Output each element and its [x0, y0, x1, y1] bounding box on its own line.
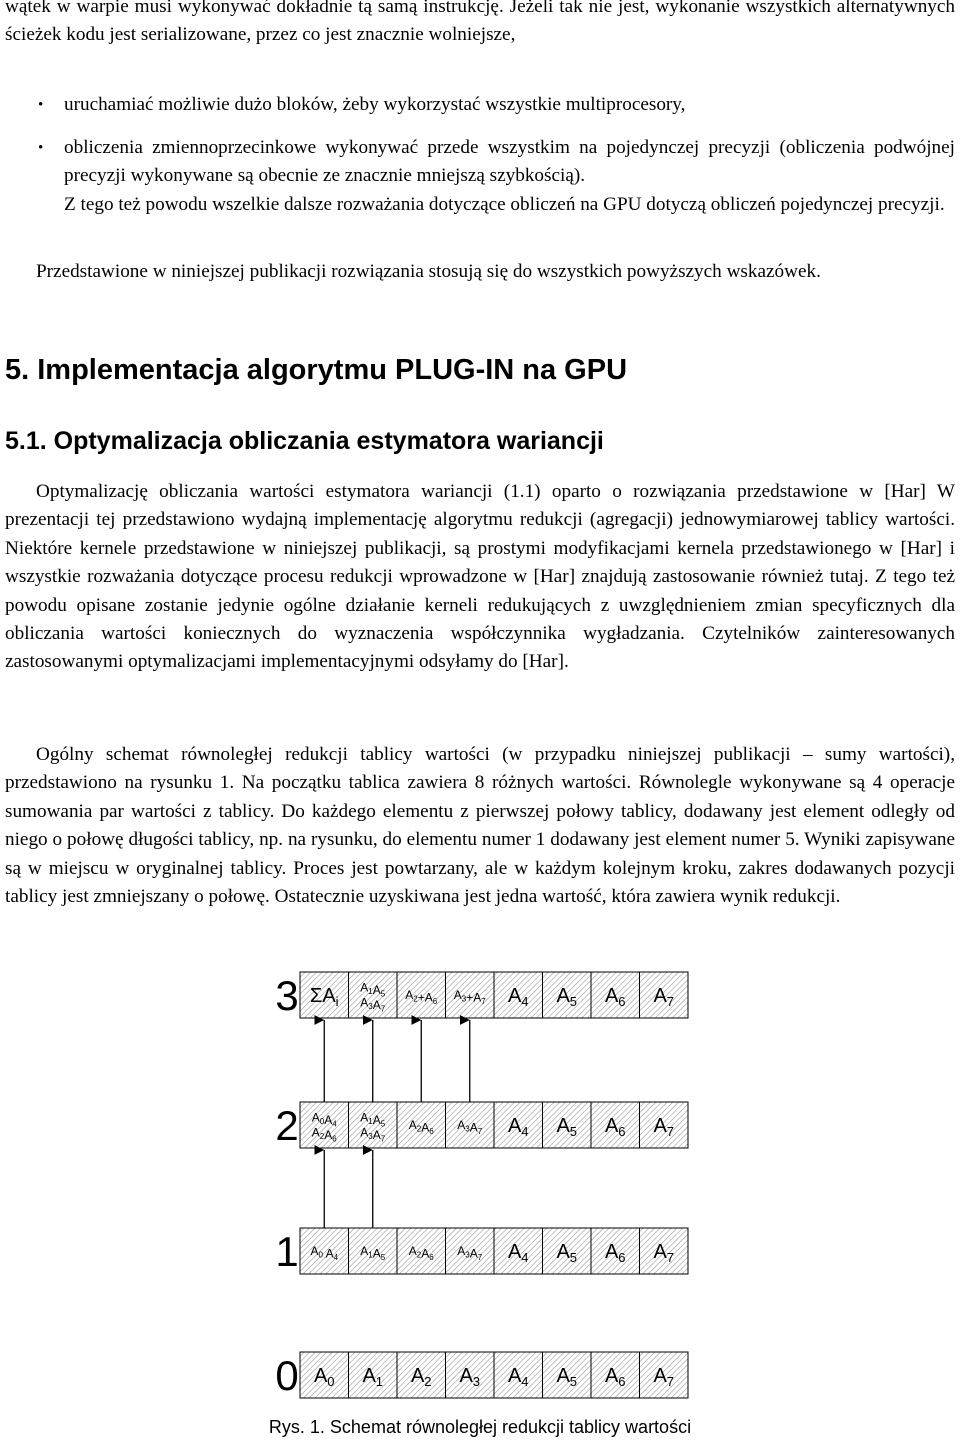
array-cell-label: $A_4$	[507, 1115, 529, 1139]
array-cell-label: $A_6$	[604, 1365, 626, 1389]
array-cell-label: $A_4$	[507, 985, 529, 1009]
paragraph-optimization: Optymalizację obliczania wartości estymatora wariancji (1.1) oparto o rozwiązania przedstawione w [Har] W prezentacji tej przedstawiono wydajną implementację algorytmu redukcji (agregacji) jednowymiarowej tablicy wartości. Niektóre kernele przedstawione w niniejszej publikacji, są prostymi modyfikacjami kernela przedstawionego w [Har] i wszystkie rozważania dotyczące procesu redukcji wprowadzone w [Har] znajdują zastosowanie również tutaj. Z tego też powodu opisane zostanie jedynie ogólne działanie kerneli redukujących z uwzględnieniem zmian specyficznych dla obliczania wartości koniecznych do wyznaczenia współczynnika wygładzania. Czytelników zainteresowanych zastosowanymi optymalizacjami implementacyjnymi odsyłamy do [Har].	[5, 481, 955, 673]
figure-caption: Rys. 1. Schemat równoległej redukcji tablicy wartości	[268, 1417, 692, 1437]
array-cell-label: $A_3A_7$	[360, 995, 386, 1014]
array-cell-label: $A_2$	[410, 1365, 432, 1389]
array-cell-label: $A_0A_4$	[311, 1110, 337, 1129]
step-label: 1	[275, 1228, 299, 1275]
paragraph-warp-continuation: wątek w warpie musi wykonywać dokładnie tą samą instrukcję. Jeżeli tak nie jest, wykonanie wszystkich alternatywnych ścieżek kodu jest serializowane, przez co jest znacznie wolniejsze,	[5, 0, 955, 46]
bullet-multiprocessors: uruchamiać możliwie dużo bloków, żeby wykorzystać wszystkie multiprocesory,	[64, 94, 686, 115]
array-cell-label: $A_0$	[313, 1365, 335, 1389]
array-cell-label: $A_7$	[653, 985, 675, 1009]
array-cell-label: $A_2+A_6$	[405, 988, 438, 1006]
section-heading: 5. Implementacja algorytmu PLUG-IN na GPU	[5, 354, 628, 386]
paragraph-summary: Przedstawione w niniejszej publikacji rozwiązania stosują się do wszystkich powyższych wskazówek.	[36, 261, 821, 282]
paragraph-reduction-scheme: Ogólny schemat równoległej redukcji tablicy wartości (w przypadku niniejszej publikacji – sumy wartości), przedstawiono na rysunku 1. Na początku tablica zawiera 8 różnych wartości. Równolegle wykonywane są 4 operacje sumowania par wartości z tablicy. Do każdego elementu z pierwszej połowy tablicy, dodawany jest element odległy od niego o połowę długości tablicy, np. na rysunku, do elementu numer 1 dodawany jest element numer 5. Wyniki zapisywane są w miejscu w oryginalnej tablicy. Proces jest powtarzany, ale w każdym kolejnym kroku, zakres dodawanych pozycji tablicy jest zmniejszany o połowę. Ostatecznie uzyskiwana jest jedna wartość, która zawiera wynik redukcji.	[5, 744, 955, 908]
array-cell-label: $A_7$	[653, 1115, 675, 1139]
bullet-single-precision-continuation: Z tego też powodu wszelkie dalsze rozważania dotyczące obliczeń na GPU dotyczą obliczeń pojedynczej precyzji.	[64, 194, 945, 215]
array-cell-label: $A_6$	[604, 985, 626, 1009]
array-cell-label: $A_2A_6$	[311, 1125, 337, 1144]
step-label: 2	[275, 1102, 299, 1149]
array-cell-label: $A_7$	[653, 1241, 675, 1265]
reduction-figure	[0, 960, 960, 1412]
array-cell-label: $A_6$	[604, 1115, 626, 1139]
array-cell-label: $A_5$	[556, 985, 578, 1009]
step-label: 3	[275, 972, 299, 1019]
array-cell-label: $A_5$	[556, 1365, 578, 1389]
array-cell-label: $\Sigma A_i$	[309, 985, 339, 1009]
bullet-single-precision: obliczenia zmiennoprzecinkowe wykonywać przede wszystkim na pojedynczej precyzji (obliczenia podwójnej precyzji wykonywane są obecnie ze znacznie mniejszą szybkością).	[64, 137, 955, 187]
array-cell-label: $A_4$	[507, 1365, 529, 1389]
array-cell-label: $A_6$	[604, 1241, 626, 1265]
array-cell-label: $A_1A_5$	[360, 1244, 386, 1262]
array-cell-label: $A_1A_5$	[360, 1110, 386, 1129]
array-cell-label: $A_4$	[507, 1241, 529, 1265]
array-cell-label: $A_3+A_7$	[453, 988, 486, 1006]
array-cell-label: $A_1$	[362, 1365, 384, 1389]
array-cell-label: $A_2A_6$	[408, 1118, 434, 1136]
subsection-heading: 5.1. Optymalizacja obliczania estymatora wariancji	[5, 427, 604, 455]
array-cell-label: $A_7$	[653, 1365, 675, 1389]
array-cell-label: $A_3$	[459, 1365, 481, 1389]
array-cell-label: $A_5$	[556, 1241, 578, 1265]
bullet-marker: •	[38, 140, 44, 156]
step-label: 0	[275, 1352, 299, 1399]
bullet-marker: •	[38, 97, 44, 113]
array-cell-label: $A_0$ $A_4$	[310, 1244, 339, 1262]
array-cell-label: $A_3A_7$	[360, 1125, 386, 1144]
array-cell-label: $A_2A_6$	[408, 1244, 434, 1262]
array-cell-label: $A_1A_5$	[360, 980, 386, 999]
array-cell-label: $A_5$	[556, 1115, 578, 1139]
array-cell-label: $A_3A_7$	[457, 1244, 483, 1262]
array-cell-label: $A_3A_7$	[457, 1118, 483, 1136]
